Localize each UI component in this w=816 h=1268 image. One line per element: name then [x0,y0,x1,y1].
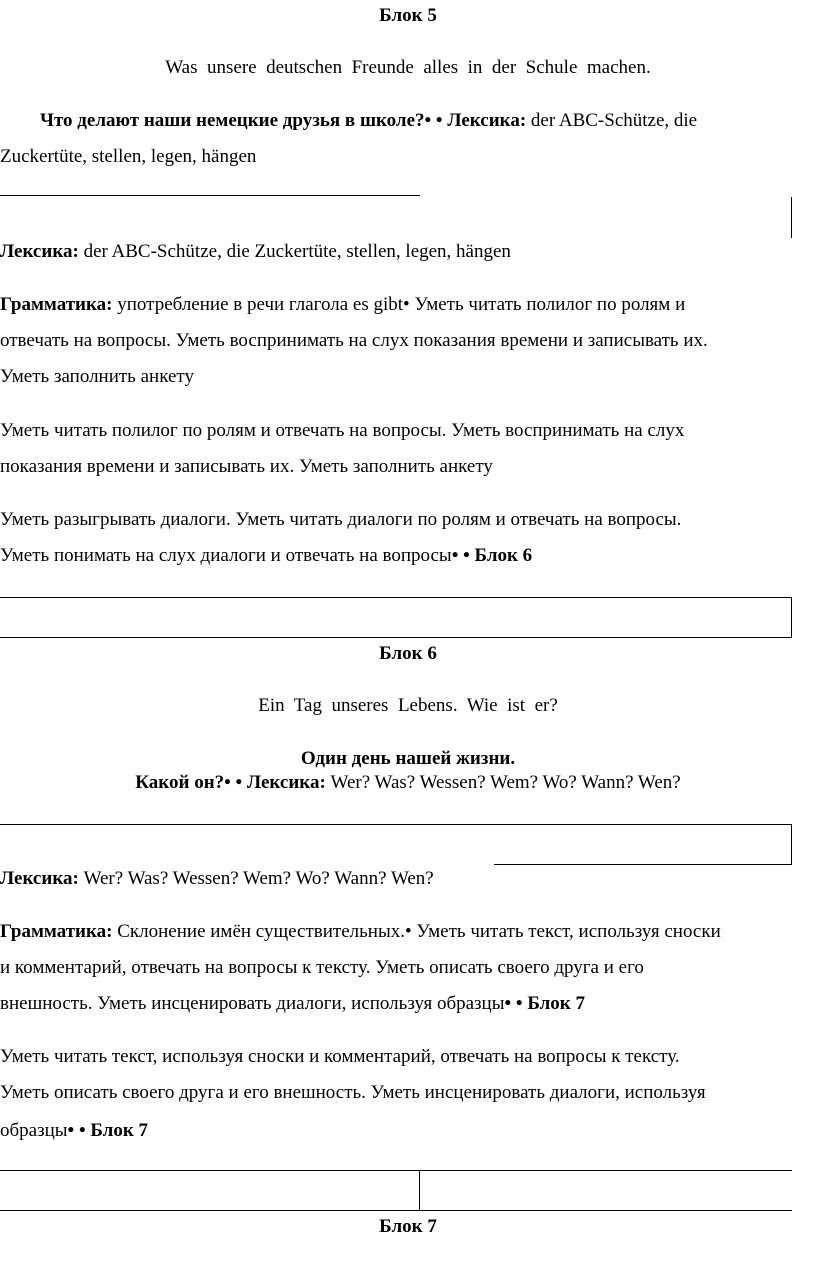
block6-gram-line3-text: внешность. Уметь инсценировать диалоги, используя образцы [0,993,505,1014]
table-border [494,864,792,865]
block6-lex-label: Лексика: [0,868,79,889]
table-border [419,1170,420,1211]
block6-gram-line3 [0,994,585,1013]
bullet-icon: • [403,294,410,315]
block5-gram-line [0,295,685,314]
table-border [0,195,420,196]
block6-gram-label: Грамматика: [0,921,113,942]
block6-title-ru-2: Какой он? [135,772,225,793]
bullet-icon: • • [424,110,443,131]
block6-next-link: Блок 7 [522,993,585,1014]
block5-heading: Блок 5 [379,5,437,26]
block5-gram-line3: Уметь заполнить анкету [0,366,194,387]
block6-lex-line [0,869,434,888]
block5-gram-line2: отвечать на вопросы. Уметь воспринимать на слух показания времени и записывать их. [0,330,708,351]
block7-heading: Блок 7 [379,1216,437,1237]
bullet-icon: • [404,921,412,942]
bullet-icon: • • [224,772,243,793]
block5-dialog-line1: Уметь разыгрывать диалоги. Уметь читать диалоги по ролям и отвечать на вопросы. [0,509,682,530]
block5-next-link: Блок 6 [469,545,533,566]
block5-gram-text: употребление в речи глагола es gibt [112,294,404,315]
block6-title-ru-1: Один день нашей жизни. [300,748,516,769]
block5-title-lex-label: Лексика: [447,110,527,131]
block6-gram-line2: и комментарий, отвечать на вопросы к тексту. Уметь описать своего друга и его [0,957,644,978]
block5-lex-text: der ABC-Schütze, die Zuckertüte, stellen, legen, hängen [78,241,511,262]
block6-gram-line [0,922,721,941]
block5-subtitle-de: Was unsere deutschen Freunde alles in der Schule machen. [165,57,651,78]
block5-title-line [40,111,697,130]
block5-skills-line2: показания времени и записывать их. Уметь заполнить анкету [0,456,493,477]
block5-gram-skill: Уметь читать полилог по ролям и [409,294,686,315]
block5-lex-label: Лексика: [0,241,79,262]
table-border [791,597,792,638]
block6-title-line2 [0,773,816,792]
block6-subtitle-de: Ein Tag unseres Lebens. Wie ist er? [258,695,558,716]
block6-skills-line1: Уметь читать текст, используя сноски и комментарий, отвечать на вопросы к тексту. [0,1046,680,1067]
table-border [0,1170,792,1171]
block5-dialog-line2 [0,546,532,565]
block6-title-lex-text: Wer? Was? Wessen? Wem? Wo? Wann? Wen? [325,772,681,793]
bullet-icon: • • [504,993,523,1014]
block6-skills-next-link: Блок 7 [85,1120,149,1141]
block5-dialog-text: Уметь понимать на слух диалоги и отвечать на вопросы [0,545,452,566]
table-border [791,197,792,238]
block6-skills-line2: Уметь описать своего друга и его внешность. Уметь инсценировать диалоги, используя [0,1082,706,1103]
block6-title-lex-label: Лексика: [242,772,326,793]
table-border [0,1210,792,1211]
block6-skills-line3 [0,1121,148,1140]
block6-heading: Блок 6 [379,643,437,664]
block5-lex-line [0,242,511,261]
table-border [791,824,792,865]
block6-gram-skill: Уметь читать текст, используя сноски [411,921,721,942]
block5-title-lex-cont: Zuckertüte, stellen, legen, hängen [0,146,257,167]
block6-gram-text: Склонение имён существительных. [112,921,405,942]
block6-skills-line3-text: образцы [0,1120,68,1141]
bullet-icon: • • [67,1120,86,1141]
block5-title-ru: Что делают наши немецкие друзья в школе? [40,110,425,131]
block5-skills-line1: Уметь читать полилог по ролям и отвечать на вопросы. Уметь воспринимать на слух [0,420,685,441]
bullet-icon: • • [451,545,470,566]
table-border [0,637,792,638]
block6-lex-text: Wer? Was? Wessen? Wem? Wo? Wann? Wen? [78,868,434,889]
block5-title-lex-text: der ABC-Schütze, die [526,110,698,131]
table-border [0,597,792,598]
table-border [0,824,792,825]
block5-gram-label: Грамматика: [0,294,113,315]
